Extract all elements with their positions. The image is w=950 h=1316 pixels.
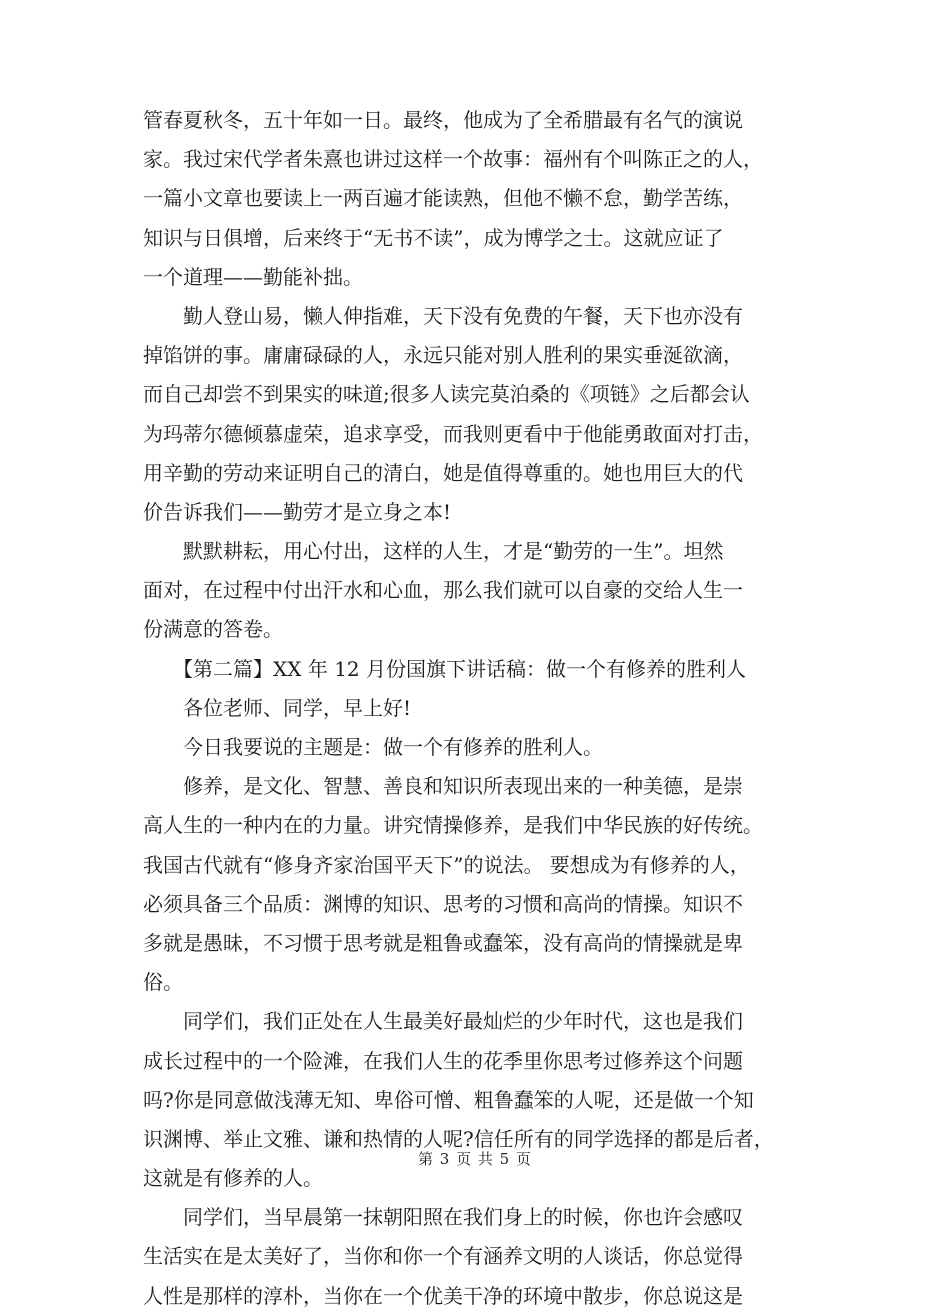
text-line: 成长过程中的一个险滩，在我们人生的花季里你思考过修养这个问题	[143, 1048, 743, 1073]
page-footer: 第 3 页 共 5 页	[418, 1150, 532, 1168]
document-body	[143, 101, 813, 1316]
text-line: 而自己却尝不到果实的味道;很多人读完莫泊桑的《项链》之后都会认	[143, 382, 750, 407]
text-line: 这就是有修养的人。	[143, 1166, 323, 1191]
text-line: 同学们，当早晨第一抹朝阳照在我们身上的时候，你也许会感叹	[143, 1205, 743, 1230]
text-line: 家。我过宋代学者朱熹也讲过这样一个故事：福州有个叫陈正之的人，	[143, 147, 763, 172]
text-line: 俗。	[143, 970, 183, 995]
text-line: 管春夏秋冬，五十年如一日。最终，他成为了全希腊最有名气的演说	[143, 108, 743, 132]
text-line: 生活实在是太美好了，当你和你一个有涵养文明的人谈话，你总觉得	[143, 1244, 743, 1269]
text-line: 识渊博、举止文雅、谦和热情的人呢?信任所有的同学选择的都是后者，	[143, 1126, 774, 1151]
text-line: 知识与日俱增，后来终于“无书不读”，成为博学之士。这就应证了	[143, 225, 724, 250]
text-line: 【第二篇】XX 年 12 月份国旗下讲话稿：做一个有修养的胜利人	[143, 656, 746, 681]
text-line: 人性是那样的淳朴，当你在一个优美干净的环境中散步，你总说这是	[143, 1283, 743, 1308]
text-line: 价告诉我们——勤劳才是立身之本!	[143, 499, 452, 524]
text-line: 必须具备三个品质：渊博的知识、思考的习惯和高尚的情操。知识不	[143, 891, 743, 916]
text-line: 高人生的一种内在的力量。讲究情操修养，是我们中华民族的好传统。	[143, 813, 763, 838]
text-line: 今日我要说的主题是：做一个有修养的胜利人。	[143, 735, 603, 759]
text-line: 勤人登山易，懒人伸指难，天下没有免费的午餐，天下也亦没有	[143, 303, 743, 328]
text-line: 为玛蒂尔德倾慕虚荣，追求享受，而我则更看中于他能勇敢面对打击，	[143, 421, 763, 446]
text-line: 一篇小文章也要读上一两百遍才能读熟，但他不懒不怠，勤学苦练，	[143, 186, 743, 211]
text-line: 修养，是文化、智慧、善良和知识所表现出来的一种美德，是崇	[143, 774, 743, 799]
text-line: 同学们，我们正处在人生最美好最灿烂的少年时代，这也是我们	[143, 1009, 743, 1034]
text-line: 默默耕耘，用心付出，这样的人生，才是“勤劳的一生”。坦然	[143, 539, 724, 564]
text-line: 吗?你是同意做浅薄无知、卑俗可憎、粗鲁蠢笨的人呢，还是做一个知	[143, 1087, 754, 1112]
text-line: 掉馅饼的事。庸庸碌碌的人，永远只能对别人胜利的果实垂涎欲滴，	[143, 343, 743, 368]
text-line: 我国古代就有“修身齐家治国平天下”的说法。 要想成为有修养的人，	[143, 852, 750, 877]
text-line: 份满意的答卷。	[143, 617, 283, 642]
text-line: 一个道理——勤能补拙。	[143, 264, 363, 289]
text-line: 多就是愚昧，不习惯于思考就是粗鲁或蠢笨，没有高尚的情操就是卑	[143, 930, 743, 955]
text-line: 各位老师、同学，早上好!	[143, 695, 412, 720]
text-line: 用辛勤的劳动来证明自己的清白，她是值得尊重的。她也用巨大的代	[143, 460, 743, 485]
text-line: 面对，在过程中付出汗水和心血，那么我们就可以自豪的交给人生一	[143, 578, 743, 603]
